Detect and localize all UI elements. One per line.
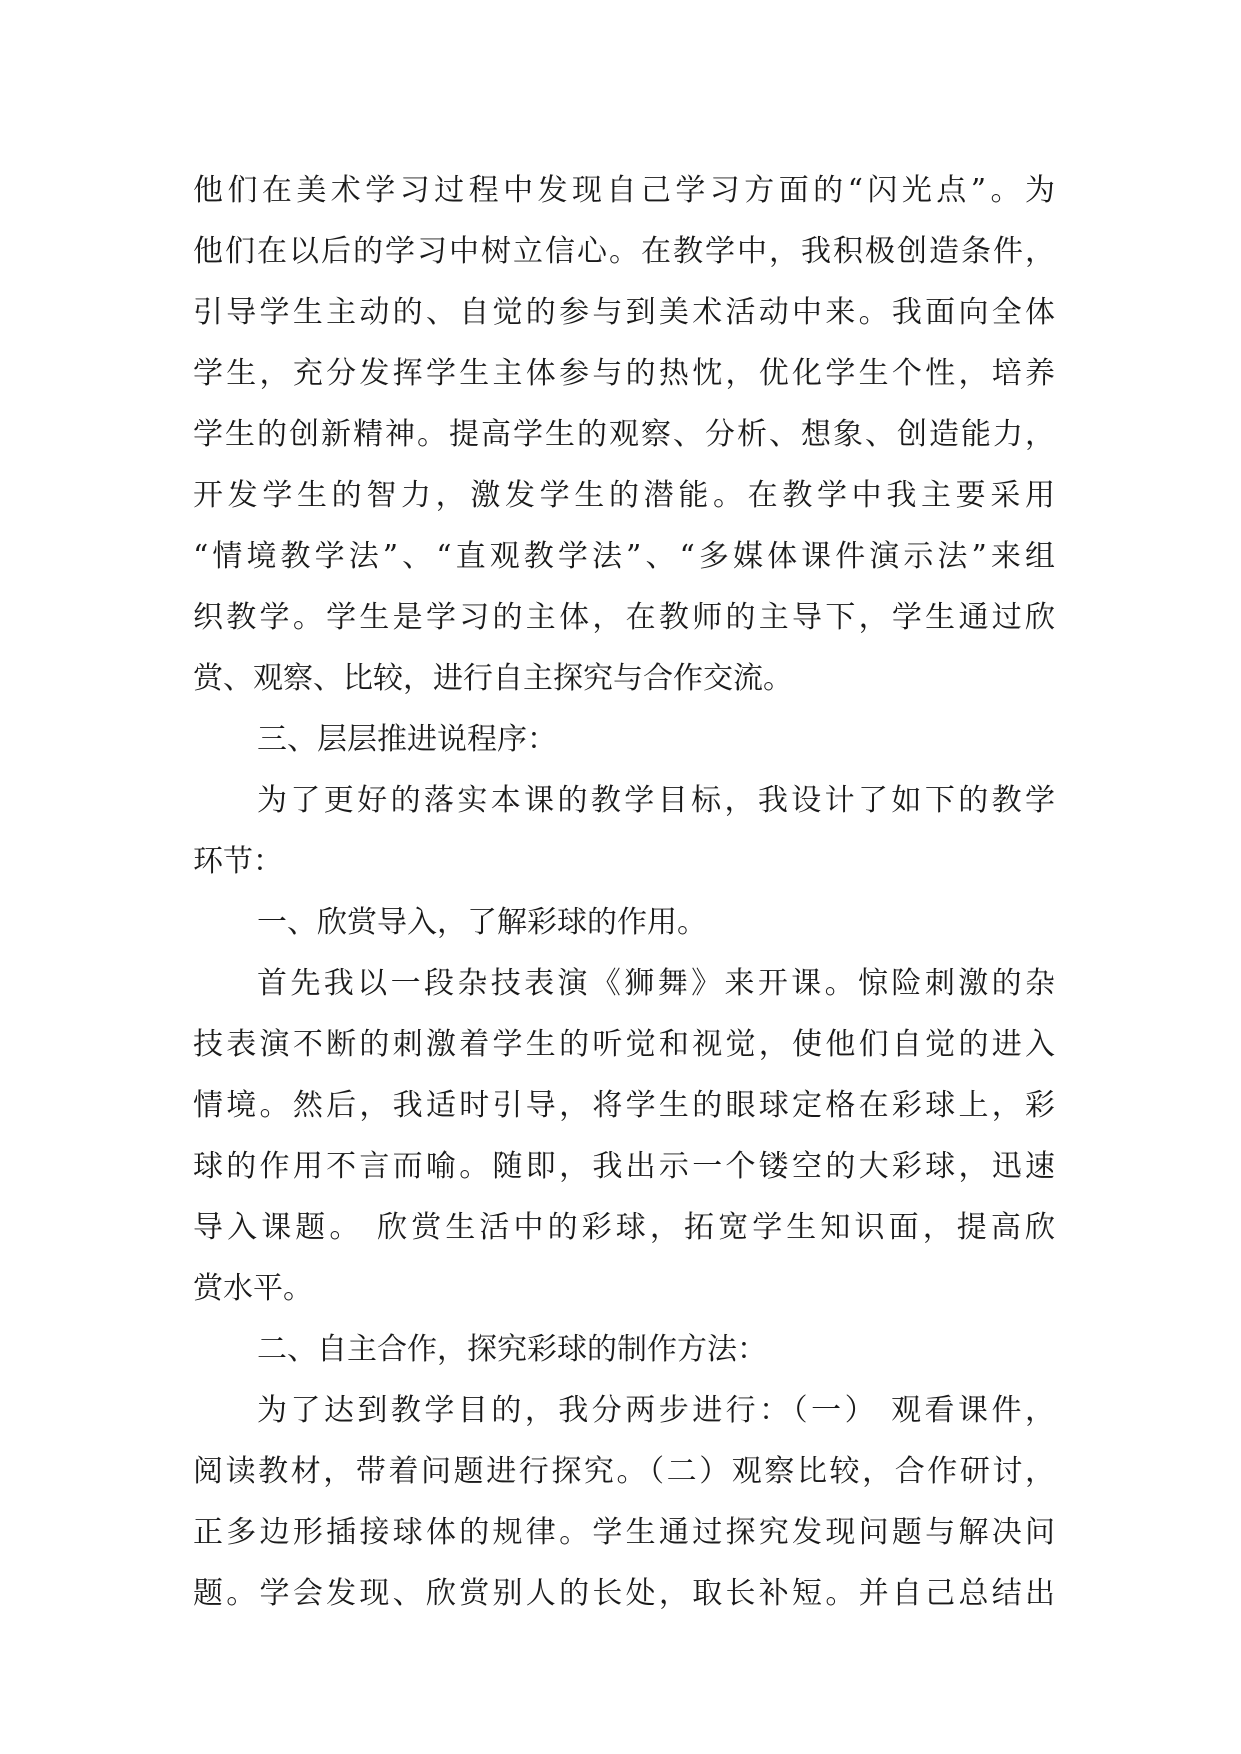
text-line: 织教学。学生是学习的主体，在教师的主导下，学生通过欣 — [193, 600, 1055, 635]
text-line: 正多边形插接球体的规律。学生通过探究发现问题与解决问 — [193, 1515, 1055, 1550]
text-line: 开发学生的智力，激发学生的潜能。在教学中我主要采用 — [193, 478, 1055, 513]
text-line: 他们在以后的学习中树立信心。在教学中，我积极创造条件， — [193, 234, 1055, 269]
text-line: 为了更好的落实本课的教学目标，我设计了如下的教学 — [257, 783, 1055, 818]
text-line: 阅读教材，带着问题进行探究。（二）观察比较，合作研讨， — [193, 1454, 1055, 1489]
text-line: 题。学会发现、欣赏别人的长处，取长补短。并自己总结出 — [193, 1576, 1055, 1611]
text-line: “情境教学法”、“直观教学法”、“多媒体课件演示法”来组 — [193, 539, 1055, 574]
text-line: 环节： — [193, 844, 283, 879]
text-line: 为了达到教学目的，我分两步进行：（一） 观看课件， — [257, 1393, 1055, 1428]
text-line: 学生的创新精神。提高学生的观察、分析、想象、创造能力， — [193, 417, 1055, 452]
text-line: 首先我以一段杂技表演《狮舞》来开课。惊险刺激的杂 — [257, 966, 1055, 1001]
text-line: 球的作用不言而喻。随即，我出示一个镂空的大彩球，迅速 — [193, 1149, 1055, 1184]
text-line: 情境。然后，我适时引导，将学生的眼球定格在彩球上，彩 — [193, 1088, 1055, 1123]
document-body — [193, 160, 1073, 1624]
text-line: 赏水平。 — [193, 1271, 313, 1306]
text-line: 导入课题。 欣赏生活中的彩球，拓宽学生知识面，提高欣 — [193, 1210, 1055, 1245]
section-heading: 三、层层推进说程序： — [257, 722, 557, 757]
text-line: 技表演不断的刺激着学生的听觉和视觉，使他们自觉的进入 — [193, 1027, 1055, 1062]
text-line: 赏、观察、比较，进行自主探究与合作交流。 — [193, 661, 793, 696]
text-line: 学生，充分发挥学生主体参与的热忱，优化学生个性，培养 — [193, 356, 1055, 391]
section-heading: 二、自主合作，探究彩球的制作方法： — [257, 1332, 767, 1367]
text-line: 他们在美术学习过程中发现自己学习方面的“闪光点”。为 — [193, 173, 1055, 208]
text-line: 引导学生主动的、自觉的参与到美术活动中来。我面向全体 — [193, 295, 1055, 330]
section-heading: 一、欣赏导入，了解彩球的作用。 — [257, 905, 707, 940]
